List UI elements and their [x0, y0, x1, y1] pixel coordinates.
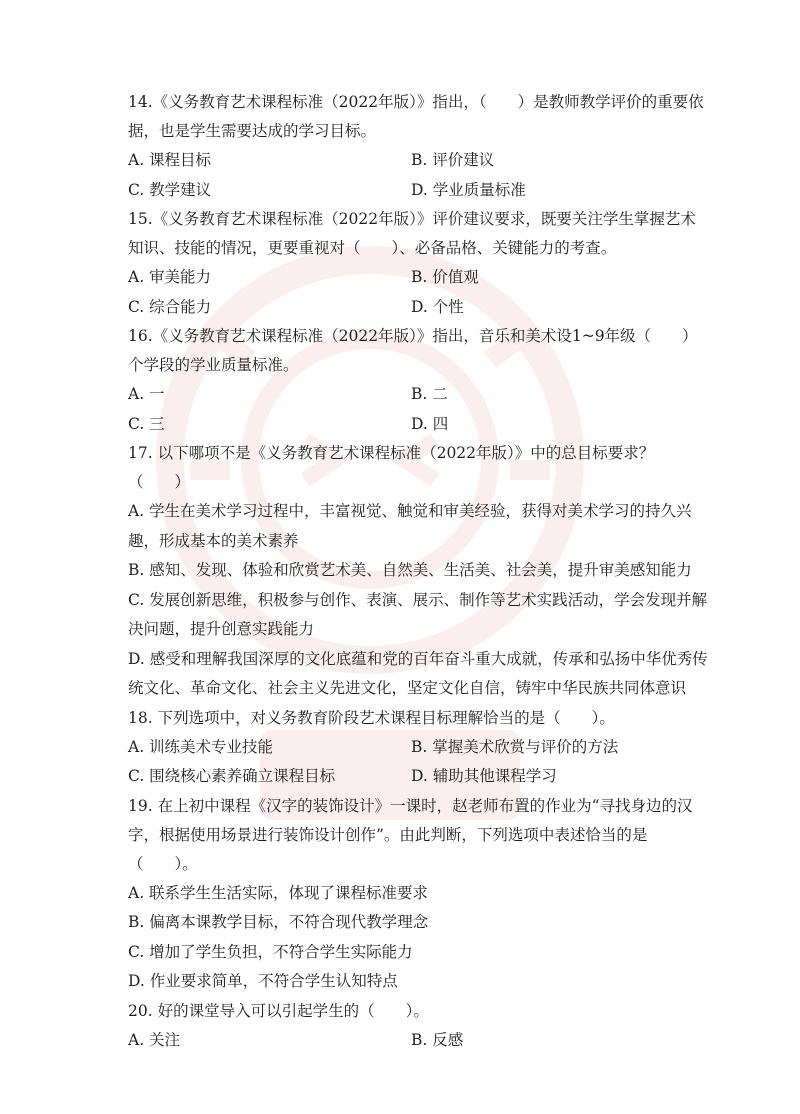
option-a: A. 课程目标	[128, 151, 212, 169]
options	[128, 1026, 708, 1056]
question-15	[128, 205, 708, 322]
option-c: C. 教学建议	[128, 180, 212, 199]
option-b: B. 偏离本课教学目标，不符合现代教学理念	[128, 913, 429, 931]
option-b: B. 价值观	[411, 268, 479, 286]
options	[128, 380, 708, 439]
option-a: A. 学生在美术学习过程中，丰富视觉、触觉和审美经验，获得对美术学习的持久兴趣，形成基本的美术素养	[128, 502, 692, 550]
question-17	[128, 439, 708, 704]
option-c: C. 三	[128, 414, 165, 433]
option-c: C. 增加了学生负担，不符合学生实际能力	[128, 942, 413, 961]
question-stem: 14.《义务教育艺术课程标准（2022年版）》指出，（ ）是教师教学评价的重要依据，也是学生需要达成的学习目标。	[128, 93, 704, 140]
option-b: B. 掌握美术欣赏与评价的方法	[411, 737, 619, 756]
option-b: B. 反感	[411, 1030, 464, 1049]
option-d: D. 学业质量标准	[411, 180, 526, 199]
question-stem: 17. 以下哪项不是《义务教育艺术课程标准（2022年版）》中的总目标要求？（ ）	[128, 444, 655, 491]
question-stem: 16.《义务教育艺术课程标准（2022年版）》指出，音乐和美术设1~9年级（ ）个学段的学业质量标准。	[128, 327, 698, 374]
question-16	[128, 322, 708, 439]
question-stem: 19. 在上初中课程《汉字的装饰设计》一课时，赵老师布置的作业为“寻找身边的汉字，根据使用场景进行装饰设计创作”。由此判断，下列选项中表述恰当的是（ ）。	[128, 796, 693, 873]
option-a: A. 一	[128, 385, 165, 403]
question-18	[128, 704, 708, 792]
question-20	[128, 997, 708, 1056]
option-c: C. 发展创新思维，积极参与创作、表演、展示、制作等艺术实践活动，学会发现并解决问题，提升创意实践能力	[128, 590, 708, 638]
question-stem: 15.《义务教育艺术课程标准（2022年版）》评价建议要求，既要关注学生掌握艺术知识、技能的情况，更要重视对（ ）、必备品格、关键能力的考查。	[128, 210, 696, 257]
option-c: C. 综合能力	[128, 297, 212, 316]
option-b: B. 二	[411, 385, 448, 403]
option-a: A. 联系学生生活实际，体现了课程标准要求	[128, 883, 429, 902]
question-stem: 18. 下列选项中，对义务教育阶段艺术课程目标理解恰当的是（ ）。	[128, 708, 615, 727]
option-d: D. 感受和理解我国深厚的文化底蕴和党的百年奋斗重大成就，传承和弘扬中华优秀传统文化、革命文化、社会主义先进文化，坚定文化自信，铸牢中华民族共同体意识	[128, 649, 708, 697]
option-a: A. 训练美术专业技能	[128, 737, 274, 756]
options	[128, 733, 708, 792]
options	[128, 146, 708, 205]
option-d: D. 四	[411, 414, 449, 433]
question-stem: 20. 好的课堂导入可以引起学生的（ ）。	[128, 1001, 429, 1020]
options	[128, 497, 708, 704]
option-a: A. 关注	[128, 1030, 181, 1049]
question-list	[128, 88, 708, 1055]
options	[128, 263, 708, 322]
option-a: A. 审美能力	[128, 268, 212, 286]
option-b: B. 评价建议	[411, 151, 495, 169]
question-14	[128, 88, 708, 205]
option-d: D. 作业要求简单，不符合学生认知特点	[128, 972, 398, 990]
option-d: D. 辅助其他课程学习	[411, 767, 557, 785]
options	[128, 879, 708, 997]
option-b: B. 感知、发现、体验和欣赏艺术美、自然美、生活美、社会美，提升审美感知能力	[128, 561, 692, 579]
option-c: C. 围绕核心素养确立课程目标	[128, 767, 336, 785]
question-19	[128, 792, 708, 997]
option-d: D. 个性	[411, 297, 464, 316]
